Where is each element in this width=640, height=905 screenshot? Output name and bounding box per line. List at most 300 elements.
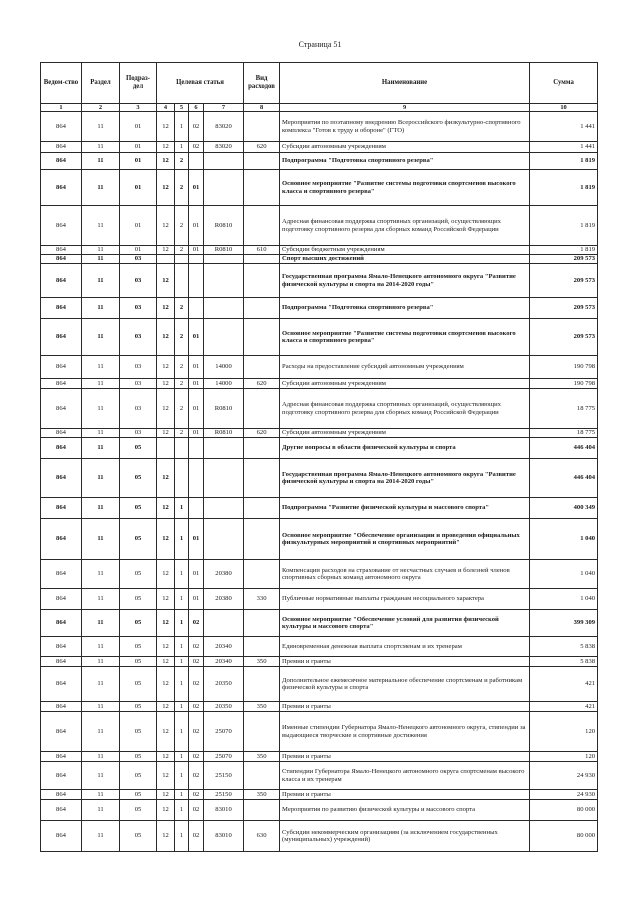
name-cell: Премии и гранты [280, 752, 530, 762]
target-part-2-cell: 2 [175, 319, 189, 356]
ved-cell: 864 [41, 112, 82, 142]
table-row [41, 610, 598, 637]
razdel-cell: 11 [82, 319, 120, 356]
podrazdel-cell: 05 [120, 752, 157, 762]
ved-cell: 864 [41, 752, 82, 762]
header-sum: Сумма [530, 63, 598, 104]
podrazdel-cell: 01 [120, 153, 157, 170]
sum-cell: 18 775 [530, 389, 598, 429]
target-code-cell: 83020 [204, 142, 244, 153]
target-part-2-cell: 1 [175, 667, 189, 702]
razdel-cell: 11 [82, 519, 120, 560]
vid-cell: 610 [244, 246, 280, 255]
razdel-cell: 11 [82, 762, 120, 790]
razdel-cell: 11 [82, 356, 120, 379]
table-row [41, 821, 598, 852]
name-cell: Основное мероприятие "Развитие системы подготовки спортсменов высокого класса и спортивного резерва" [280, 319, 530, 356]
name-cell: Основное мероприятие "Обеспечение организации и проведения официальных физкультурных мероприятий и спортивных мероприятий" [280, 519, 530, 560]
podrazdel-cell: 03 [120, 356, 157, 379]
target-code-cell: 20340 [204, 637, 244, 657]
name-cell: Подпрограмма "Подготовка спортивного резерва" [280, 298, 530, 319]
sum-cell: 209 573 [530, 255, 598, 264]
razdel-cell: 11 [82, 498, 120, 519]
header-razdel: Раздел [82, 63, 120, 104]
table-row [41, 637, 598, 657]
target-part-3-cell: 02 [189, 762, 204, 790]
target-part-2-cell: 2 [175, 246, 189, 255]
sum-cell: 1 819 [530, 206, 598, 246]
column-number: 3 [120, 104, 157, 112]
sum-cell: 446 404 [530, 438, 598, 459]
podrazdel-cell: 05 [120, 712, 157, 752]
target-part-2-cell: 2 [175, 429, 189, 438]
ved-cell: 864 [41, 610, 82, 637]
target-code-cell: 20340 [204, 657, 244, 667]
target-code-cell [204, 255, 244, 264]
target-code-cell: R0810 [204, 246, 244, 255]
target-part-3-cell: 01 [189, 429, 204, 438]
podrazdel-cell: 05 [120, 790, 157, 800]
target-part-1-cell: 12 [157, 170, 175, 206]
table-row [41, 667, 598, 702]
razdel-cell: 11 [82, 438, 120, 459]
column-number: 2 [82, 104, 120, 112]
sum-cell: 190 798 [530, 379, 598, 389]
name-cell: Стипендии Губернатора Ямало-Ненецкого автономного округа спортсменам высокого класса и их тренерам [280, 762, 530, 790]
target-code-cell [204, 153, 244, 170]
vid-cell [244, 667, 280, 702]
name-cell: Премии и гранты [280, 657, 530, 667]
table-row [41, 170, 598, 206]
name-cell: Адресная финансовая поддержка спортивных организаций, осуществляющих подготовку спортивного резерва для сборных команд Российской Федерации [280, 389, 530, 429]
sum-cell: 24 930 [530, 790, 598, 800]
vid-cell [244, 356, 280, 379]
target-part-3-cell: 01 [189, 356, 204, 379]
vid-cell [244, 319, 280, 356]
razdel-cell: 11 [82, 589, 120, 610]
podrazdel-cell: 03 [120, 264, 157, 298]
sum-cell: 5 838 [530, 637, 598, 657]
column-number: 8 [244, 104, 280, 112]
table-row [41, 712, 598, 752]
target-part-3-cell: 01 [189, 379, 204, 389]
podrazdel-cell: 01 [120, 170, 157, 206]
table-row [41, 356, 598, 379]
razdel-cell: 11 [82, 379, 120, 389]
name-cell: Государственная программа Ямало-Ненецкого автономного округа "Развитие физической культуры и спорта на 2014-2020 годы" [280, 264, 530, 298]
podrazdel-cell: 05 [120, 800, 157, 821]
podrazdel-cell: 01 [120, 112, 157, 142]
name-cell: Другие вопросы в области физической культуры и спорта [280, 438, 530, 459]
name-cell: Публичные нормативные выплаты гражданам несоциального характера [280, 589, 530, 610]
razdel-cell: 11 [82, 560, 120, 589]
column-number: 1 [41, 104, 82, 112]
table-row [41, 438, 598, 459]
name-cell: Мероприятия по развитию физической культуры и массового спорта [280, 800, 530, 821]
ved-cell: 864 [41, 519, 82, 560]
podrazdel-cell: 03 [120, 255, 157, 264]
sum-cell: 209 573 [530, 298, 598, 319]
target-part-3-cell [189, 255, 204, 264]
ved-cell: 864 [41, 459, 82, 498]
name-cell: Подпрограмма "Развитие физической культуры и массового спорта" [280, 498, 530, 519]
vid-cell [244, 264, 280, 298]
sum-cell: 1 040 [530, 560, 598, 589]
target-part-2-cell: 1 [175, 142, 189, 153]
ved-cell: 864 [41, 637, 82, 657]
podrazdel-cell: 01 [120, 246, 157, 255]
vid-cell [244, 800, 280, 821]
target-code-cell [204, 170, 244, 206]
podrazdel-cell: 05 [120, 560, 157, 589]
column-number: 7 [204, 104, 244, 112]
target-part-2-cell: 1 [175, 762, 189, 790]
ved-cell: 864 [41, 356, 82, 379]
ved-cell: 864 [41, 438, 82, 459]
target-part-1-cell: 12 [157, 356, 175, 379]
ved-cell: 864 [41, 560, 82, 589]
header-row [41, 63, 598, 104]
name-cell: Субсидии автономным учреждениям [280, 379, 530, 389]
target-part-1-cell: 12 [157, 667, 175, 702]
target-part-2-cell [175, 459, 189, 498]
sum-cell: 1 040 [530, 589, 598, 610]
column-number-row [41, 104, 598, 112]
target-part-3-cell: 02 [189, 712, 204, 752]
razdel-cell: 11 [82, 142, 120, 153]
target-part-1-cell: 12 [157, 319, 175, 356]
target-part-3-cell: 02 [189, 790, 204, 800]
target-code-cell: 14000 [204, 356, 244, 379]
vid-cell [244, 498, 280, 519]
sum-cell: 421 [530, 667, 598, 702]
razdel-cell: 11 [82, 712, 120, 752]
target-part-1-cell: 12 [157, 389, 175, 429]
ved-cell: 864 [41, 379, 82, 389]
vid-cell: 350 [244, 790, 280, 800]
target-part-3-cell [189, 459, 204, 498]
target-part-2-cell: 1 [175, 752, 189, 762]
target-part-3-cell: 01 [189, 560, 204, 589]
sum-cell: 120 [530, 712, 598, 752]
table-row [41, 752, 598, 762]
target-code-cell [204, 519, 244, 560]
column-number: 10 [530, 104, 598, 112]
vid-cell [244, 712, 280, 752]
table-row [41, 379, 598, 389]
ved-cell: 864 [41, 319, 82, 356]
ved-cell: 864 [41, 389, 82, 429]
razdel-cell: 11 [82, 800, 120, 821]
sum-cell: 80 000 [530, 800, 598, 821]
target-part-1-cell: 12 [157, 519, 175, 560]
vid-cell: 350 [244, 657, 280, 667]
vid-cell [244, 112, 280, 142]
podrazdel-cell: 05 [120, 459, 157, 498]
target-part-2-cell: 1 [175, 498, 189, 519]
target-code-cell [204, 264, 244, 298]
table-row [41, 389, 598, 429]
page-label: Страница 51 [298, 40, 342, 49]
target-code-cell: 25150 [204, 790, 244, 800]
target-part-2-cell: 2 [175, 153, 189, 170]
sum-cell: 1 441 [530, 112, 598, 142]
column-number: 4 [157, 104, 175, 112]
razdel-cell: 11 [82, 752, 120, 762]
vid-cell [244, 519, 280, 560]
ved-cell: 864 [41, 264, 82, 298]
vid-cell [244, 153, 280, 170]
podrazdel-cell: 05 [120, 498, 157, 519]
ved-cell: 864 [41, 821, 82, 852]
target-part-2-cell: 1 [175, 519, 189, 560]
header-target: Целевая статья [157, 63, 244, 104]
target-part-2-cell: 1 [175, 702, 189, 712]
podrazdel-cell: 05 [120, 821, 157, 852]
target-part-3-cell: 01 [189, 389, 204, 429]
target-part-3-cell [189, 264, 204, 298]
sum-cell: 120 [530, 752, 598, 762]
sum-cell: 446 404 [530, 459, 598, 498]
header-podrazdel: Подраз-дел [120, 63, 157, 104]
razdel-cell: 11 [82, 170, 120, 206]
target-part-2-cell: 1 [175, 657, 189, 667]
target-code-cell [204, 459, 244, 498]
name-cell: Дополнительное ежемесячное материальное обеспечение спортсменам и работникам физической культуры и спорта [280, 667, 530, 702]
target-part-1-cell: 12 [157, 246, 175, 255]
ved-cell: 864 [41, 712, 82, 752]
target-part-1-cell: 12 [157, 112, 175, 142]
target-code-cell: 83020 [204, 112, 244, 142]
vid-cell: 620 [244, 429, 280, 438]
target-part-3-cell: 02 [189, 657, 204, 667]
vid-cell [244, 637, 280, 657]
table-row [41, 206, 598, 246]
table-row [41, 560, 598, 589]
table-row [41, 800, 598, 821]
name-cell: Адресная финансовая поддержка спортивных организаций, осуществляющих подготовку спортивного резерва для сборных команд Российской Федерации [280, 206, 530, 246]
target-part-2-cell: 1 [175, 589, 189, 610]
razdel-cell: 11 [82, 298, 120, 319]
razdel-cell: 11 [82, 702, 120, 712]
target-part-3-cell: 01 [189, 589, 204, 610]
target-part-3-cell: 02 [189, 637, 204, 657]
table-row [41, 142, 598, 153]
vid-cell [244, 389, 280, 429]
ved-cell: 864 [41, 206, 82, 246]
target-part-3-cell: 02 [189, 800, 204, 821]
target-code-cell: 25070 [204, 752, 244, 762]
table-row [41, 790, 598, 800]
razdel-cell: 11 [82, 657, 120, 667]
name-cell: Расходы на предоставление субсидий автономным учреждениям [280, 356, 530, 379]
target-code-cell: 25070 [204, 712, 244, 752]
vid-cell: 330 [244, 589, 280, 610]
target-part-1-cell: 12 [157, 459, 175, 498]
podrazdel-cell: 03 [120, 379, 157, 389]
vid-cell: 620 [244, 142, 280, 153]
podrazdel-cell: 05 [120, 610, 157, 637]
table-row [41, 702, 598, 712]
target-part-3-cell: 01 [189, 319, 204, 356]
target-part-1-cell: 12 [157, 142, 175, 153]
name-cell: Субсидии автономным учреждениям [280, 142, 530, 153]
podrazdel-cell: 03 [120, 298, 157, 319]
target-part-2-cell: 2 [175, 379, 189, 389]
target-part-1-cell: 12 [157, 429, 175, 438]
podrazdel-cell: 05 [120, 702, 157, 712]
target-code-cell: 83010 [204, 800, 244, 821]
ved-cell: 864 [41, 429, 82, 438]
target-part-1-cell: 12 [157, 610, 175, 637]
sum-cell: 400 349 [530, 498, 598, 519]
razdel-cell: 11 [82, 112, 120, 142]
target-part-1-cell: 12 [157, 298, 175, 319]
target-part-1-cell: 12 [157, 821, 175, 852]
table-row [41, 498, 598, 519]
ved-cell: 864 [41, 800, 82, 821]
name-cell: Премии и гранты [280, 702, 530, 712]
target-part-3-cell: 02 [189, 112, 204, 142]
target-code-cell [204, 298, 244, 319]
razdel-cell: 11 [82, 667, 120, 702]
podrazdel-cell: 01 [120, 206, 157, 246]
sum-cell: 190 798 [530, 356, 598, 379]
podrazdel-cell: 05 [120, 519, 157, 560]
target-code-cell [204, 498, 244, 519]
target-part-1-cell: 12 [157, 206, 175, 246]
vid-cell [244, 298, 280, 319]
target-part-2-cell: 1 [175, 560, 189, 589]
table-row [41, 298, 598, 319]
razdel-cell: 11 [82, 389, 120, 429]
sum-cell: 18 775 [530, 429, 598, 438]
razdel-cell: 11 [82, 790, 120, 800]
target-code-cell: 20350 [204, 667, 244, 702]
target-part-1-cell: 12 [157, 752, 175, 762]
target-part-1-cell: 12 [157, 560, 175, 589]
sum-cell: 80 000 [530, 821, 598, 852]
ved-cell: 864 [41, 589, 82, 610]
target-code-cell [204, 610, 244, 637]
vid-cell [244, 610, 280, 637]
target-part-2-cell: 2 [175, 389, 189, 429]
vid-cell [244, 255, 280, 264]
target-part-3-cell: 02 [189, 142, 204, 153]
target-part-2-cell: 1 [175, 712, 189, 752]
razdel-cell: 11 [82, 264, 120, 298]
table-row [41, 319, 598, 356]
razdel-cell: 11 [82, 246, 120, 255]
target-code-cell [204, 319, 244, 356]
table-row [41, 112, 598, 142]
target-code-cell: 83010 [204, 821, 244, 852]
vid-cell: 350 [244, 702, 280, 712]
target-part-3-cell [189, 438, 204, 459]
name-cell: Премии и гранты [280, 790, 530, 800]
sum-cell: 399 309 [530, 610, 598, 637]
ved-cell: 864 [41, 498, 82, 519]
target-part-3-cell: 02 [189, 667, 204, 702]
vid-cell: 350 [244, 752, 280, 762]
podrazdel-cell: 05 [120, 637, 157, 657]
podrazdel-cell: 05 [120, 667, 157, 702]
target-part-3-cell: 01 [189, 206, 204, 246]
target-part-1-cell: 12 [157, 589, 175, 610]
target-part-3-cell: 01 [189, 519, 204, 560]
razdel-cell: 11 [82, 206, 120, 246]
target-code-cell: 20380 [204, 589, 244, 610]
target-part-3-cell: 01 [189, 246, 204, 255]
podrazdel-cell: 03 [120, 389, 157, 429]
target-part-2-cell: 1 [175, 637, 189, 657]
name-cell: Компенсации расходов на страхование от несчастных случаев и болезней членов спортивных сборных команд автономного округа [280, 560, 530, 589]
table-row [41, 519, 598, 560]
target-code-cell: 25150 [204, 762, 244, 790]
target-part-1-cell: 12 [157, 657, 175, 667]
name-cell: Подпрограмма "Подготовка спортивного резерва" [280, 153, 530, 170]
target-code-cell [204, 438, 244, 459]
ved-cell: 864 [41, 657, 82, 667]
sum-cell: 1 819 [530, 153, 598, 170]
column-number: 5 [175, 104, 189, 112]
target-part-2-cell [175, 255, 189, 264]
target-part-1-cell: 12 [157, 790, 175, 800]
table-row [41, 153, 598, 170]
table-row [41, 589, 598, 610]
target-part-3-cell: 02 [189, 702, 204, 712]
target-code-cell: 14000 [204, 379, 244, 389]
vid-cell: 630 [244, 821, 280, 852]
column-number: 6 [189, 104, 204, 112]
target-part-1-cell: 12 [157, 637, 175, 657]
target-part-3-cell: 02 [189, 821, 204, 852]
razdel-cell: 11 [82, 459, 120, 498]
vid-cell [244, 762, 280, 790]
vid-cell: 620 [244, 379, 280, 389]
header-ved: Ведом-ство [41, 63, 82, 104]
vid-cell [244, 459, 280, 498]
ved-cell: 864 [41, 246, 82, 255]
target-part-1-cell: 12 [157, 153, 175, 170]
target-part-1-cell: 12 [157, 264, 175, 298]
razdel-cell: 11 [82, 610, 120, 637]
target-part-1-cell: 12 [157, 702, 175, 712]
sum-cell: 1 819 [530, 170, 598, 206]
target-part-2-cell: 1 [175, 800, 189, 821]
table-row [41, 264, 598, 298]
target-part-3-cell [189, 153, 204, 170]
budget-table [40, 62, 598, 852]
target-part-2-cell [175, 438, 189, 459]
podrazdel-cell: 05 [120, 589, 157, 610]
razdel-cell: 11 [82, 821, 120, 852]
sum-cell: 209 573 [530, 264, 598, 298]
name-cell: Субсидии бюджетным учреждениям [280, 246, 530, 255]
ved-cell: 864 [41, 762, 82, 790]
table-row [41, 255, 598, 264]
name-cell: Единовременная денежная выплата спортсменам и их тренерам [280, 637, 530, 657]
razdel-cell: 11 [82, 637, 120, 657]
header-name: Наименование [280, 63, 530, 104]
target-part-2-cell: 2 [175, 206, 189, 246]
razdel-cell: 11 [82, 429, 120, 438]
name-cell: Субсидии автономным учреждениям [280, 429, 530, 438]
ved-cell: 864 [41, 702, 82, 712]
name-cell: Основное мероприятие "Развитие системы подготовки спортсменов высокого класса и спортивного резерва" [280, 170, 530, 206]
vid-cell [244, 560, 280, 589]
name-cell: Субсидии некоммерческим организациям (за исключением государственных (муниципальных) учреждений) [280, 821, 530, 852]
